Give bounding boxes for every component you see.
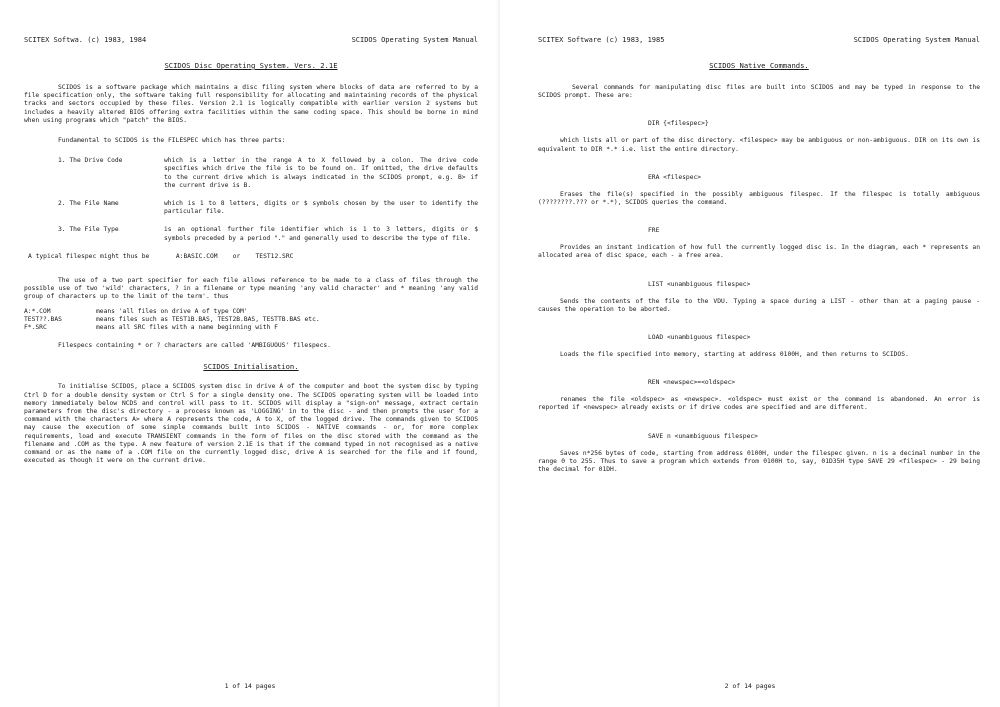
command-syntax: REN <newspec>=<oldspec> [648,379,736,387]
wildcard-row [24,308,478,316]
command-syntax: DIR {<filespec>} [648,120,709,128]
page-header [538,36,980,45]
wildcard-examples [24,308,478,333]
part-term: 2. The File Name [58,200,119,208]
wildcard-pattern: F*.SRC [24,324,47,332]
example-filespec-2: TEST12.SRC [255,252,294,260]
command-syntax: LIST <unambiguous filespec> [648,280,751,288]
filespec-part [58,200,478,216]
wildcard-pattern: TEST??.BAS [24,315,62,323]
wildcard-row [24,324,478,332]
part-term: 1. The Drive Code [58,157,123,165]
command-entry [538,281,980,314]
wildcard-pattern: A:*.COM [24,307,51,315]
command-syntax: FRE [648,227,660,235]
section-heading-initialisation: SCIDOS Initialisation. [203,362,299,372]
example-label: A typical filespec might thus be [28,252,150,260]
command-description: Loads the file specified into memory, starting at address 0100H, and then returns to SCIDOS. [560,351,909,359]
filespec-parts [58,157,478,243]
command-description: Erases the file(s) specified in the possibly ambiguous filespec. If the filespec is totally ambiguous (????????.??? or *.*), SCIDOS queries the command. [538,190,980,207]
command-entry [538,174,980,207]
header-manual-title: SCIDOS Operating System Manual [351,36,478,44]
header-company: SCITEX Software (c) 1983, 1985 [538,36,665,44]
filespec-part [58,157,478,190]
command-description: Saves n*256 bytes of code, starting from address 0100H, under the filespec given. n is a decimal number in the range 0 to 255. Thus to save a program which extends from 0100H to, say, 01D35H type SAVE 29 <filespec> - 29 being the decimal for 01DH. [538,449,980,474]
page-footer: 2 of 14 pages [724,682,776,690]
wildcard-paragraph: The use of a two part specifier for each file allows reference to be made to a class of files through the possible use of two 'wild' characters, ? in a filename or type meaning 'any valid character' and * meaning 'any valid group of characters up to the limit of the term'. thus [24,277,478,301]
part-description: is an optional further file identifier which is 1 to 3 letters, digits or $ symbols preceded by a period "." and generally used to describe the type of file. [164,226,478,242]
part-term: 3. The File Type [58,226,119,234]
ambiguous-note: Filespecs containing * or ? characters are called 'AMBIGUOUS' filespecs. [58,342,331,350]
command-syntax: LOAD <unambiguous filespec> [648,334,751,342]
command-description: which lists all or part of the disc directory. <filespec> may be ambiguous or non-ambiguous. DIR on its own is equivalent to DIR *.* i.e. list the entire directory. [538,137,980,153]
example-or: or [232,252,241,260]
wildcard-meaning: means 'all files on drive A of type COM' [96,307,248,315]
wildcard-meaning: means all SRC files with a name beginning with F [96,324,278,332]
part-description: which is 1 to 8 letters, digits or $ symbols chosen by the user to identify the particular file. [164,200,478,216]
command-entry [538,433,980,475]
page-footer: 1 of 14 pages [224,682,276,690]
manual-page-2 [500,0,1000,707]
page-title: SCIDOS Native Commands. [709,61,809,70]
header-manual-title: SCIDOS Operating System Manual [853,36,980,44]
command-entry [538,227,980,260]
part-description: which is a letter in the range A to X followed by a colon. The drive code specifies which drive the file is to be found on. If omitted, the drive defaults to the current drive which is always indicated in the SCIDOS prompt, e.g. B> if the current drive is B. [164,157,478,189]
native-commands-intro: Several commands for manipulating disc files are built into SCIDOS and may be typed in response to the SCIDOS prompt. These are: [538,84,980,100]
page-title: SCIDOS Disc Operating System. Vers. 2.1E [164,61,338,70]
command-description: renames the file <oldspec> as <newspec>. <oldspec> must exist or the command is abandoned. An error is reported if <newspec> already exists or if drive codes are specified and are different. [538,396,980,412]
command-entry [538,120,980,153]
wildcard-meaning: means files such as TEST1B.BAS, TEST2B.BAS, TESTTB.BAS etc. [96,315,320,323]
intro-paragraph: SCIDOS is a software package which maintains a disc filing system where blocks of data are referred to by a file specification only, the software taking full responsibility for allocating and maintaining records of the physical tracks and sectors occupied by these files. Version 2.1 is logically compatible with earlier version 2 systems but includes a heavily altered BIOS offering extra facilities within the same coding space. This should be borne in mind when using programs which "patch" the BIOS. [24,84,478,124]
filespec-example [28,253,478,261]
command-syntax: SAVE n <unambiguous filespec> [648,432,758,440]
header-company: SCITEX Softwa. [24,36,84,44]
filespec-intro: Fundamental to SCIDOS is the FILESPEC which has three parts: [58,137,286,145]
command-description: Sends the contents of the file to the VDU. Typing a space during a LIST - other than at a paging pause - causes the operation to be aborted. [538,297,980,313]
header-copyright: (c) 1983, 1984 [87,36,147,44]
page-header [24,36,478,45]
command-entry [538,334,980,359]
initialisation-paragraph: To initialise SCIDOS, place a SCIDOS system disc in drive A of the computer and boot the system disc by typing Ctrl D for a double density system or Ctrl S for a single density one. The SCIDOS operating system will be loaded into memory immediately below NCDS and control will pass to it. SCIDOS will display a "sign-on" message, extract certain parameters from the disc's directory - a process known as 'LOGGING' in to the disc - and then prompts the user for a command with the characters A> where A represents the code, A to X, of the logged drive. The commands given to SCIDOS may cause the execution of some simple commands built into SCIDOS - NATIVE commands - or, for more complex requirements, load and execute TRANSIENT commands in the form of files on the disc stored with the command as the filename and .COM as the type. A new feature of version 2.1E is that if the command typed in not recognised as a native command or as the name of a .COM file on the currently logged disc, drive A is searched for the file and if found, executed as though it were on the current drive. [24,383,478,465]
command-description: Provides an instant indication of how full the currently logged disc is. In the diagram, each * represents an allocated area of disc space, each - a free area. [538,244,980,260]
example-filespec-1: A:BASIC.COM [175,252,218,260]
filespec-part [58,226,478,242]
command-syntax: ERA <filespec> [648,173,702,181]
command-entry [538,379,980,412]
wildcard-row [24,316,478,324]
